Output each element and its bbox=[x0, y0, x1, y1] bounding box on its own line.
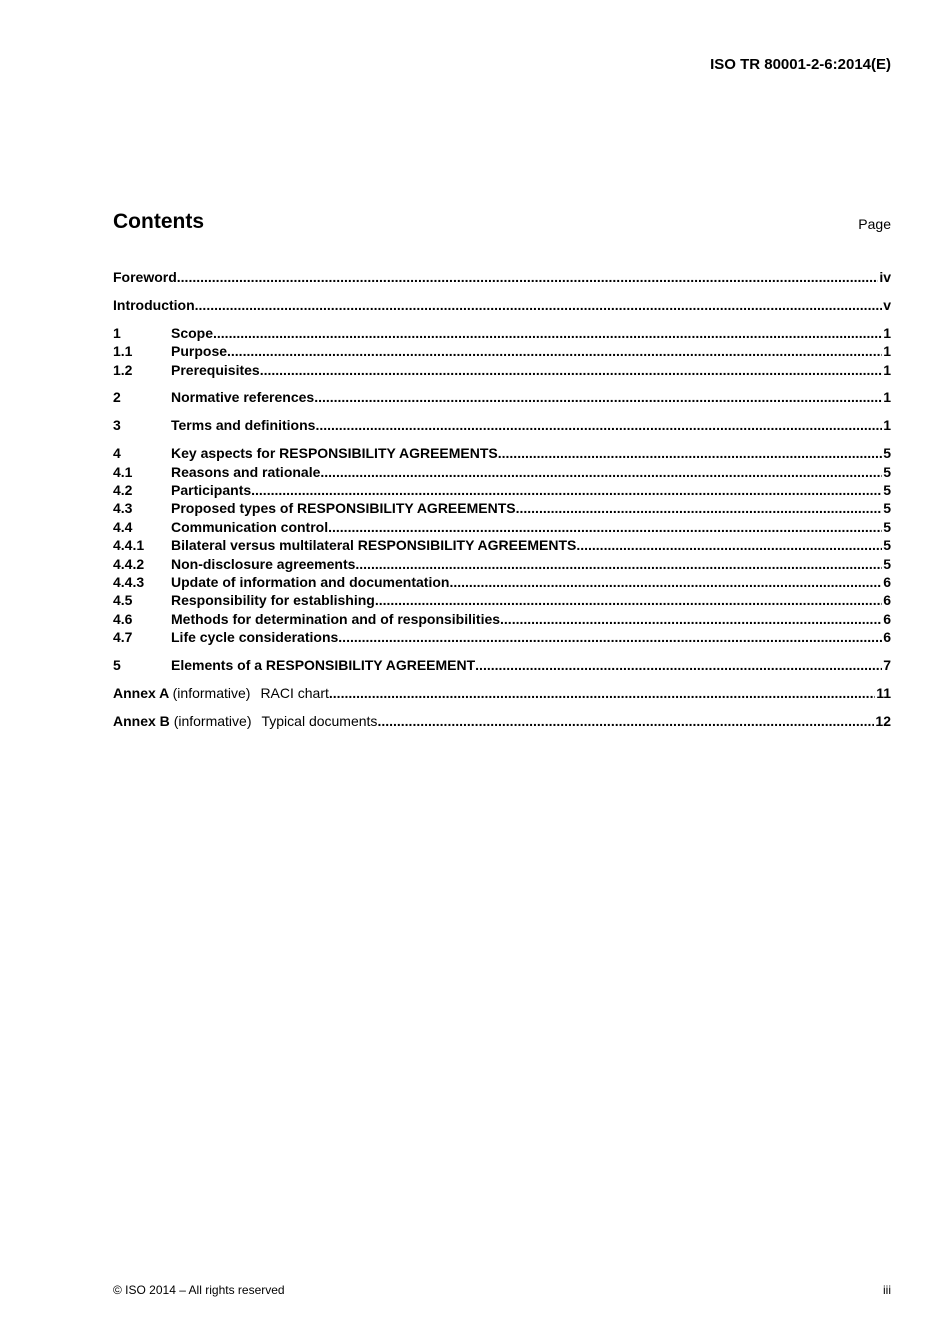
toc-entry-page: 1 bbox=[883, 389, 891, 406]
toc-entry-page: 6 bbox=[883, 592, 891, 609]
toc-entry-number: 4.3 bbox=[113, 500, 133, 517]
annex-title: RACI chart bbox=[260, 684, 329, 701]
contents-heading-row bbox=[113, 210, 891, 238]
toc-entry-number: 4.2 bbox=[113, 482, 133, 499]
page-column-label: Page bbox=[858, 216, 891, 232]
toc-entry-title: Foreword bbox=[113, 269, 177, 285]
toc-entry-4-1[interactable] bbox=[113, 463, 891, 481]
toc-entry-page: 5 bbox=[883, 482, 891, 499]
toc-entry-number: 4.5 bbox=[113, 592, 133, 609]
toc-entry-page: 6 bbox=[883, 629, 891, 646]
table-of-contents bbox=[113, 268, 891, 730]
toc-entry-page: 5 bbox=[883, 555, 891, 572]
toc-entry-number: 4.7 bbox=[113, 629, 133, 646]
toc-entry-page: 1 bbox=[883, 361, 891, 378]
toc-entry-page: iv bbox=[879, 269, 891, 285]
toc-leader-dots bbox=[251, 481, 882, 499]
toc-entry-1-2[interactable] bbox=[113, 361, 891, 379]
toc-entry-page: v bbox=[883, 296, 891, 313]
toc-leader-dots bbox=[314, 388, 882, 406]
toc-leader-dots bbox=[355, 555, 882, 573]
toc-entry-4-4-1[interactable] bbox=[113, 536, 891, 554]
document-identifier: ISO TR 80001-2-6:2014(E) bbox=[710, 56, 891, 73]
toc-entry-number: 1.1 bbox=[113, 343, 133, 360]
copyright-notice: © ISO 2014 – All rights reserved bbox=[113, 1283, 285, 1297]
toc-leader-dots bbox=[260, 361, 882, 379]
toc-entry-page: 7 bbox=[883, 657, 891, 674]
toc-entry-number: 4.4 bbox=[113, 518, 133, 535]
toc-leader-dots bbox=[315, 416, 882, 434]
toc-entry-4[interactable] bbox=[113, 444, 891, 462]
toc-entry-page: 1 bbox=[883, 417, 891, 434]
toc-entry-title: Normative references bbox=[171, 389, 315, 406]
toc-entry-introduction[interactable] bbox=[113, 296, 891, 314]
toc-entry-title: Methods for determination and of responsibilities bbox=[171, 610, 501, 627]
toc-entry-foreword[interactable] bbox=[113, 268, 891, 286]
page-footer bbox=[113, 1283, 891, 1301]
toc-entry-title: Scope bbox=[171, 324, 214, 341]
toc-leader-dots bbox=[500, 610, 882, 628]
toc-entry-title: Introduction bbox=[113, 296, 195, 313]
toc-entry-number: 4.4.2 bbox=[113, 555, 145, 572]
toc-leader-dots bbox=[213, 324, 882, 342]
toc-entry-page: 5 bbox=[883, 537, 891, 554]
toc-entry-4-4[interactable] bbox=[113, 518, 891, 536]
toc-entry-page: 5 bbox=[883, 518, 891, 535]
annex-label: Annex B bbox=[113, 712, 170, 729]
annex-label: Annex A bbox=[113, 684, 169, 701]
toc-entry-page: 1 bbox=[883, 324, 891, 341]
toc-leader-dots bbox=[177, 268, 879, 286]
toc-entry-1-1[interactable] bbox=[113, 342, 891, 360]
toc-leader-dots bbox=[516, 499, 883, 517]
toc-leader-dots bbox=[328, 518, 882, 536]
toc-entry-number: 1.2 bbox=[113, 361, 133, 378]
toc-entry-number: 4 bbox=[113, 445, 121, 462]
toc-entry-page: 5 bbox=[883, 500, 891, 517]
toc-leader-dots bbox=[377, 712, 874, 730]
toc-entry-page: 12 bbox=[875, 712, 891, 729]
toc-leader-dots bbox=[338, 628, 882, 646]
toc-entry-4-2[interactable] bbox=[113, 481, 891, 499]
toc-leader-dots bbox=[449, 573, 882, 591]
toc-entry-number: 4.4.3 bbox=[113, 573, 145, 590]
toc-entry-page: 5 bbox=[883, 463, 891, 480]
annex-title: Typical documents bbox=[261, 712, 378, 729]
toc-leader-dots bbox=[576, 536, 882, 554]
annex-type: (informative) bbox=[172, 684, 251, 701]
toc-entry-title: Bilateral versus multilateral RESPONSIBILITY AGREEMENTS bbox=[171, 537, 577, 554]
toc-entry-2[interactable] bbox=[113, 388, 891, 406]
toc-entry-number: 3 bbox=[113, 417, 121, 434]
toc-entry-4-3[interactable] bbox=[113, 499, 891, 517]
contents-title: Contents bbox=[113, 210, 204, 233]
toc-leader-dots bbox=[329, 684, 875, 702]
toc-entry-4-6[interactable] bbox=[113, 610, 891, 628]
toc-entry-title: Reasons and rationale bbox=[171, 463, 321, 480]
toc-annex-title-group bbox=[113, 712, 377, 730]
toc-entry-title: Life cycle considerations bbox=[171, 629, 339, 646]
toc-entry-number: 4.4.1 bbox=[113, 537, 145, 554]
toc-entry-number: 5 bbox=[113, 657, 121, 674]
toc-entry-4-5[interactable] bbox=[113, 591, 891, 609]
toc-entry-page: 11 bbox=[876, 684, 891, 701]
toc-entry-1[interactable] bbox=[113, 324, 891, 342]
toc-entry-number: 1 bbox=[113, 324, 121, 341]
toc-entry-title: Proposed types of RESPONSIBILITY AGREEMENTS bbox=[171, 500, 516, 517]
toc-entry-annex-b[interactable] bbox=[113, 712, 891, 730]
toc-leader-dots bbox=[227, 342, 882, 360]
toc-entry-4-7[interactable] bbox=[113, 628, 891, 646]
toc-entry-4-4-3[interactable] bbox=[113, 573, 891, 591]
toc-leader-dots bbox=[498, 444, 882, 462]
toc-annex-title-group bbox=[113, 684, 329, 702]
toc-entry-title: Communication control bbox=[171, 518, 329, 535]
toc-entry-page: 1 bbox=[883, 343, 891, 360]
toc-entry-page: 5 bbox=[883, 445, 891, 462]
toc-entry-title: Participants bbox=[171, 482, 252, 499]
toc-entry-5[interactable] bbox=[113, 656, 891, 674]
toc-entry-number: 4.1 bbox=[113, 463, 133, 480]
toc-leader-dots bbox=[320, 463, 882, 481]
toc-entry-number: 2 bbox=[113, 389, 121, 406]
toc-entry-annex-a[interactable] bbox=[113, 684, 891, 702]
toc-entry-title: Key aspects for RESPONSIBILITY AGREEMENTS bbox=[171, 445, 498, 462]
toc-entry-title: Update of information and documentation bbox=[171, 573, 450, 590]
toc-leader-dots bbox=[475, 656, 882, 674]
toc-entry-4-4-2[interactable] bbox=[113, 555, 891, 573]
toc-entry-title: Non-disclosure agreements bbox=[171, 555, 356, 572]
toc-leader-dots bbox=[195, 296, 883, 314]
toc-entry-title: Terms and definitions bbox=[171, 417, 316, 434]
annex-type: (informative) bbox=[173, 712, 252, 729]
toc-entry-title: Prerequisites bbox=[171, 361, 260, 378]
page-number: iii bbox=[883, 1283, 891, 1297]
toc-entry-3[interactable] bbox=[113, 416, 891, 434]
toc-leader-dots bbox=[375, 591, 882, 609]
toc-entry-page: 6 bbox=[883, 610, 891, 627]
toc-entry-page: 6 bbox=[883, 573, 891, 590]
toc-entry-number: 4.6 bbox=[113, 610, 133, 627]
toc-entry-title: Responsibility for establishing bbox=[171, 592, 375, 609]
toc-entry-title: Elements of a RESPONSIBILITY AGREEMENT bbox=[171, 657, 476, 674]
toc-entry-title: Purpose bbox=[171, 343, 228, 360]
